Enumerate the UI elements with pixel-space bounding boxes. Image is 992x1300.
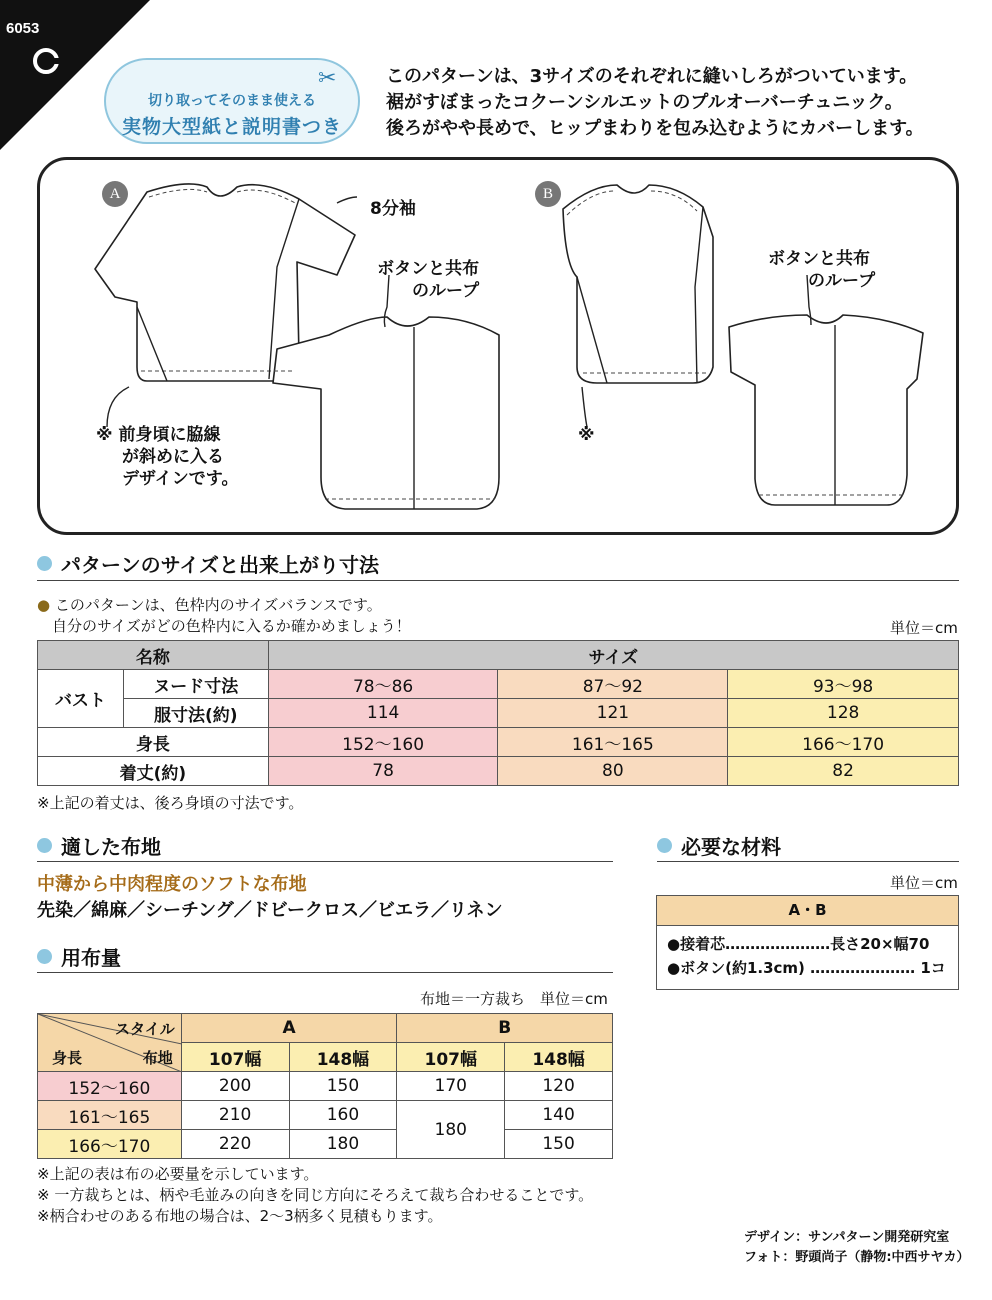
cell: 80 [498, 757, 728, 786]
cell: 93〜98 [728, 670, 959, 699]
cell: 220 [181, 1130, 289, 1159]
cell: 150 [289, 1072, 397, 1101]
note-text: このパターンは、色枠内のサイズバランスです。 [54, 596, 382, 614]
bullet-dot [37, 556, 52, 571]
note-line: ※柄合わせのある布地の場合は、2〜3柄多く見積もります。 [37, 1207, 443, 1225]
note-line: ※ 前身頃に脇線 [96, 425, 221, 445]
bullet-dot [37, 838, 52, 853]
button-loop-label-a [372, 258, 479, 302]
materials-unit: 単位＝cm [890, 874, 958, 892]
cell: 121 [498, 699, 728, 728]
height-cell: 166〜170 [38, 1130, 182, 1159]
style-b-back [729, 315, 923, 505]
button-loop-label-b [768, 248, 875, 292]
scissors-icon: ✂ [318, 66, 337, 91]
cell: 180 [397, 1101, 505, 1159]
style-b-front [563, 185, 713, 383]
divider [657, 861, 959, 862]
cell: 114 [268, 699, 498, 728]
cell: 152〜160 [268, 728, 498, 757]
bullet-dot [657, 838, 672, 853]
intro-line: このパターンは、3サイズのそれぞれに縫いしろがついています。 [386, 66, 918, 87]
width-header: 148幅 [505, 1043, 613, 1072]
style-label: スタイル [115, 1020, 175, 1038]
cell: 170 [397, 1072, 505, 1101]
credit-photo: フォト：野頭尚子（静物:中西サヤカ） [744, 1250, 970, 1265]
cell: 166〜170 [728, 728, 959, 757]
cell: 210 [181, 1101, 289, 1130]
table-row [38, 1101, 613, 1130]
yardage-table [37, 1013, 613, 1159]
label-line: のループ [808, 271, 876, 291]
section-title-text: 適した布地 [61, 835, 161, 859]
cell: 82 [728, 757, 959, 786]
bullet-dot [37, 949, 52, 964]
materials-item: ●ボタン(約1.3cm) ………………… 1コ [667, 959, 946, 977]
cell: 78〜86 [268, 670, 498, 699]
divider [37, 861, 613, 862]
pill-line1: 切り取ってそのまま使える [148, 93, 316, 109]
intro-line: 裾がすぼまったコクーンシルエットのプルオーバーチュニック。 [386, 92, 903, 113]
fabric-list: 先染／綿麻／シーチング／ドビークロス／ビエラ／リネン [37, 900, 503, 921]
col-size: サイズ [268, 641, 958, 670]
materials-header: A・B [657, 896, 958, 926]
label-line: のループ [412, 281, 480, 301]
width-header: 107幅 [397, 1043, 505, 1072]
table-row [38, 699, 959, 728]
note-line: ※上記の表は布の必要量を示しています。 [37, 1165, 319, 1183]
size-unit: 単位＝cm [890, 619, 958, 637]
brand-logo-icon [33, 48, 59, 74]
cell: 200 [181, 1072, 289, 1101]
row-label: 服寸法(約) [123, 699, 268, 728]
cell: 150 [505, 1130, 613, 1159]
label-line: ボタンと共布 [377, 259, 480, 279]
sleeve-label: 8分袖 [370, 199, 416, 219]
fabric-label: 布地 [142, 1049, 173, 1067]
table-row [38, 1130, 613, 1159]
style-a-back [273, 317, 499, 509]
table-row [38, 670, 959, 699]
materials-box [656, 895, 959, 990]
note-b: ※ [578, 425, 595, 445]
note-a [96, 424, 238, 490]
divider [37, 580, 959, 581]
yardage-notes [37, 1164, 593, 1227]
bust-label: バスト [38, 670, 124, 728]
row-label: 身長 [38, 728, 269, 757]
divider [37, 972, 613, 973]
credit-design: デザイン：サンパターン開発研究室 [744, 1230, 950, 1245]
section-title-text: 必要な材料 [681, 835, 781, 859]
note-line: ※ 一方裁ちとは、柄や毛並みの向きを同じ方向にそろえて裁ち合わせることです。 [37, 1186, 594, 1204]
col-name: 名称 [38, 641, 269, 670]
row-label: ヌード寸法 [123, 670, 268, 699]
table-row [38, 641, 959, 670]
materials-list [657, 926, 958, 980]
materials-section-title [657, 831, 781, 860]
height-cell: 152〜160 [38, 1072, 182, 1101]
note-line: デザインです。 [122, 469, 239, 489]
cell: 160 [289, 1101, 397, 1130]
table-row [38, 757, 959, 786]
cell: 140 [505, 1101, 613, 1130]
table-row [38, 1014, 613, 1043]
row-label: 着丈(約) [38, 757, 269, 786]
style-a-header: A [181, 1014, 397, 1043]
size-section-title [37, 549, 379, 578]
size-footnote: ※上記の着丈は、後ろ身頃の寸法です。 [37, 794, 304, 812]
materials-item: ●接着芯…………………長さ20×幅70 [667, 935, 930, 953]
cell: 161〜165 [498, 728, 728, 757]
cell: 78 [268, 757, 498, 786]
fabric-section-title [37, 831, 161, 860]
style-b-badge: B [535, 181, 561, 207]
style-a-badge: A [102, 181, 128, 207]
cell: 180 [289, 1130, 397, 1159]
size-table [37, 640, 959, 786]
label-line: ボタンと共布 [768, 249, 870, 269]
yardage-section-title [37, 942, 121, 971]
pill-line2: 実物大型紙と説明書つき [121, 116, 342, 138]
intro-text [386, 64, 924, 142]
pattern-number: 6053 [6, 20, 40, 37]
section-title-text: 用布量 [61, 946, 121, 970]
style-b-header: B [397, 1014, 613, 1043]
yardage-unit: 布地＝一方裁ち 単位＝cm [420, 990, 608, 1008]
size-note-2: 自分のサイズがどの色枠内に入るか確かめましょう！ [52, 617, 411, 635]
table-row [38, 728, 959, 757]
cell: 120 [505, 1072, 613, 1101]
intro-line: 後ろがやや長めで、ヒップまわりを包み込むようにカバーします。 [386, 118, 924, 139]
cell: 128 [728, 699, 959, 728]
height-cell: 161〜165 [38, 1101, 182, 1130]
size-note: ● このパターンは、色枠内のサイズバランスです。 [37, 596, 382, 614]
height-label: 身長 [52, 1049, 83, 1067]
fabric-subtitle: 中薄から中肉程度のソフトな布地 [37, 874, 307, 895]
corner-header-cell [38, 1014, 182, 1072]
cell: 87〜92 [498, 670, 728, 699]
note-line: が斜めに入る [122, 447, 224, 467]
width-header: 107幅 [181, 1043, 289, 1072]
section-title-text: パターンのサイズと出来上がり寸法 [61, 553, 379, 577]
width-header: 148幅 [289, 1043, 397, 1072]
table-row [38, 1072, 613, 1101]
